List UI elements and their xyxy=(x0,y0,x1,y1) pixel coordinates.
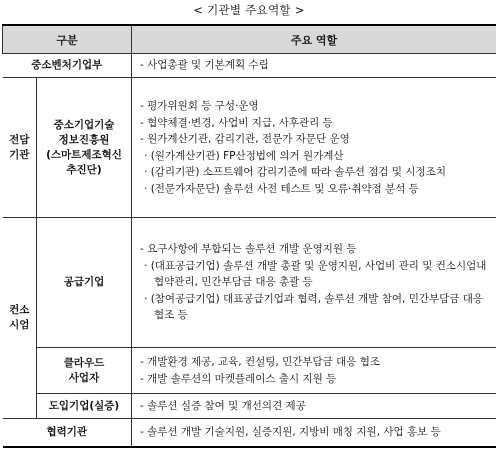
table-row xyxy=(3,394,497,419)
header-category: 구분 xyxy=(3,25,132,54)
org-mss: 중소벤처기업부 xyxy=(3,54,132,78)
role-cell xyxy=(132,78,496,218)
table-row xyxy=(3,54,497,78)
org-adopter: 도입기업(실증) xyxy=(37,394,132,419)
agency-roles-table xyxy=(2,24,496,448)
role-line: - 솔루션 개발 기술지원, 실증지원, 지방비 매칭 지원, 사업 홍보 등 xyxy=(140,426,441,438)
table-row xyxy=(3,78,497,218)
role-line: - 협약체결·변경, 사업비 지급, 사후관리 등 xyxy=(140,116,333,129)
table-caption: < 기관별 주요역할 > xyxy=(193,3,305,17)
role-cell xyxy=(132,348,496,394)
role-cell xyxy=(132,394,496,419)
table-row xyxy=(3,348,497,394)
role-subline: · (감리기관) 소프트웨어 감리기준에 따라 솔루션 점검 및 시정조치 xyxy=(144,166,446,178)
header-role: 주요 역할 xyxy=(132,25,496,54)
role-line: - 개발환경 제공, 교육, 컨설팅, 민간부담금 대응 협조 xyxy=(140,356,381,368)
group-dedicated: 전담 기관 xyxy=(3,78,37,218)
role-line: - 개발 솔루션의 마켓플레이스 출시 지원 등 xyxy=(140,372,337,385)
role-line: - 요구사항에 부합되는 솔루션 개발 운영지원 등 xyxy=(140,243,357,256)
header-row xyxy=(3,25,497,54)
role-cell xyxy=(132,419,496,447)
role-subline: · (대표공급기업) 솔루션 개발 총괄 및 운영지원, 사업비 관리 및 컨소시엄내 협약관리, 민간부담금 대응 총괄 등 xyxy=(144,259,487,289)
group-consortium: 컨소 시엄 xyxy=(3,218,37,419)
role-cell xyxy=(132,54,496,78)
role-line: - 사업총괄 및 기본계획 수립 xyxy=(140,59,269,72)
role-subline: · (참여공급기업) 대표공급기업과 협력, 솔루션 개발 참여, 민간부담금 대응 협조 등 xyxy=(144,292,484,322)
role-subline: · (원가계산기관) FP산정법에 의거 원가계산 xyxy=(144,149,344,162)
org-supplier: 공급기업 xyxy=(37,218,132,348)
role-line: - 평가위원회 등 구성·운영 xyxy=(140,100,259,112)
role-line: - 원가계산기관, 감리기관, 전문가 자문단 운영 xyxy=(140,133,350,145)
org-partner: 협력기관 xyxy=(3,419,132,447)
role-cell xyxy=(132,218,496,348)
role-subline: · (전문가자문단) 솔루션 사전 테스트 및 오류·취약점 분석 등 xyxy=(144,182,419,195)
role-line: - 솔루션 실증 참여 및 개선의견 제공 xyxy=(140,399,306,412)
table-row xyxy=(3,218,497,348)
org-cloud: 클라우드 사업자 xyxy=(37,348,132,394)
table-row xyxy=(3,419,497,447)
org-nipa: 중소기업기술 정보진흥원 (스마트제조혁신 추진단) xyxy=(37,78,132,218)
